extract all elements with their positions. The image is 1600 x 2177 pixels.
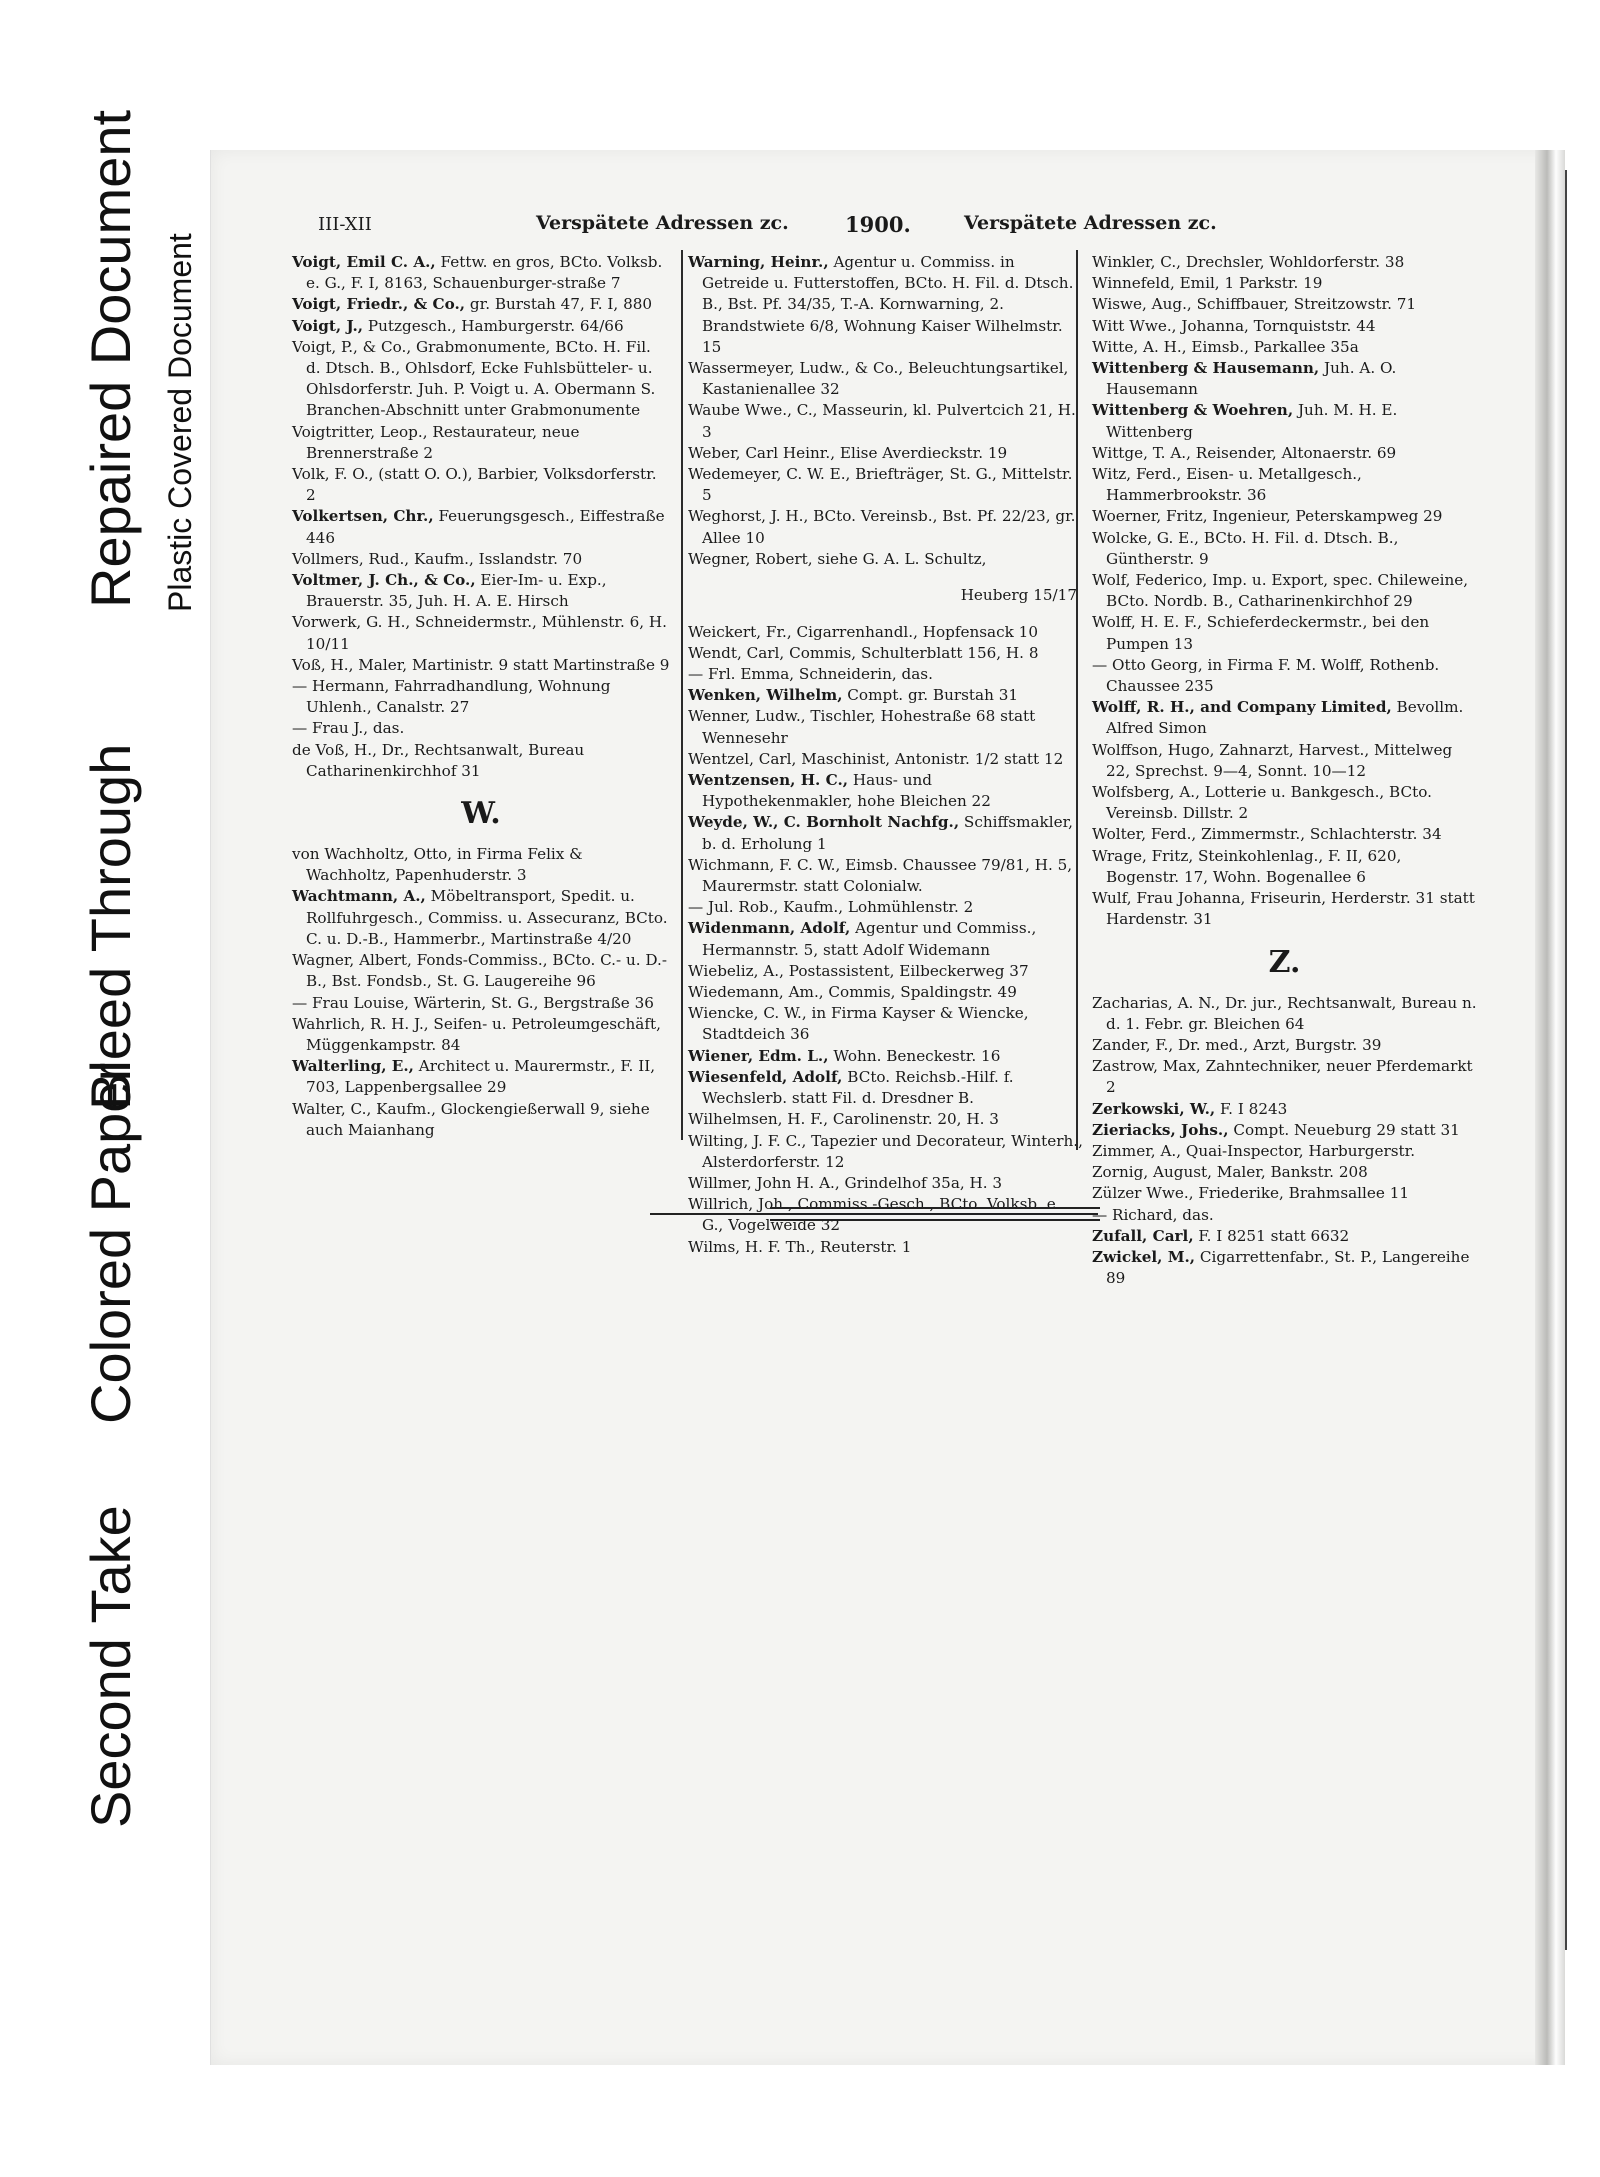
address-entry: Wittenberg & Woehren, Juh. M. H. E. Wittenberg [1092,401,1398,441]
address-entry: Wentzel, Carl, Maschinist, Antonistr. 1/2 statt 12 [688,749,1064,768]
column-divider [1076,250,1078,1150]
address-entry: Wiedemann, Am., Commis, Spaldingstr. 49 [688,983,1017,1002]
address-entry: Wolfsberg, A., Lotterie u. Bankgesch., BCto. Vereinsb. Dillstr. 2 [1092,783,1432,823]
label-colored-paper: Colored Paper [79,1062,142,1424]
address-entry: Widenmann, Adolf, Agentur und Commiss., Hermannstr. 5, statt Adolf Widemann [688,919,1037,959]
page-header [318,212,1240,246]
address-entry: Zülzer Wwe., Friederike, Brahmsallee 11 [1092,1184,1410,1203]
address-column-1 [292,252,670,1141]
address-entry: Witz, Ferd., Eisen- u. Metallgesch., Hammerbrookstr. 36 [1092,465,1362,505]
entry-name: Weyde, W., C. Bornholt Nachfg., [688,813,960,832]
section-letter: W. [461,796,501,832]
address-entry: Voß, H., Maler, Martinistr. 9 statt Martinstraße 9 [292,655,670,674]
side-labels [0,0,200,2177]
address-entry: Wiener, Edm. L., Wohn. Beneckestr. 16 [688,1046,1001,1065]
address-entry: Wiebeliz, A., Postassistent, Eilbeckerweg 37 [688,961,1029,980]
address-entry: Willmer, John H. A., Grindelhof 35a, H. 3 [688,1173,1003,1192]
address-entry: Voigt, P., & Co., Grabmonumente, BCto. H. Fil. d. Dtsch. B., Ohlsdorf, Ecke Fuhlsbütteler- u. Ohlsdorferstr. Juh. P. Voigt u. A. Obermann S. Branchen-Abschnitt unter Grabmonumente [292,337,656,420]
entry-name: Wolff, R. H., and Company Limited, [1092,698,1392,717]
address-entry: — Frau Louise, Wärterin, St. G., Bergstraße 36 [292,993,654,1012]
address-entry: Zornig, August, Maler, Bankstr. 208 [1092,1163,1368,1182]
address-entry: Winkler, C., Drechsler, Wohldorferstr. 38 [1092,253,1405,271]
address-entry: Zerkowski, W., F. I 8243 [1092,1099,1288,1118]
address-entry: Warning, Heinr., Agentur u. Commiss. in Getreide u. Futterstoffen, BCto. H. Fil. d. Dtsch. B., Bst. Pf. 34/35, T.-A. Kornwarning, 2. Brandstwiete 6/8, Wohnung Kaiser Wilhelmstr. 15 [688,253,1074,356]
address-entry: Weghorst, J. H., BCto. Vereinsb., Bst. Pf. 22/23, gr. Allee 10 [688,507,1076,547]
address-entry: — Richard, das. [1092,1205,1214,1224]
address-entry: Vollmers, Rud., Kaufm., Isslandstr. 70 [292,549,583,568]
address-entry: Zieriacks, Johs., Compt. Neueburg 29 statt 31 [1092,1120,1460,1139]
address-entry: von Wachholtz, Otto, in Firma Felix & Wachholtz, Papenhuderstr. 3 [292,845,583,885]
label-plastic-covered-document: Plastic Covered Document [162,233,198,612]
entry-name: Zufall, Carl, [1092,1226,1194,1245]
entry-name: Voltmer, J. Ch., & Co., [292,571,476,590]
address-entry: Volkertsen, Chr., Feuerungsgesch., Eiffestraße 446 [292,507,665,547]
address-entry: — Jul. Rob., Kaufm., Lohmühlenstr. 2 [688,898,974,917]
address-entry: Zander, F., Dr. med., Arzt, Burgstr. 39 [1092,1035,1382,1054]
address-entry: — Otto Georg, in Firma F. M. Wolff, Rothenb. Chaussee 235 [1092,655,1440,696]
address-entry: Wentzensen, H. C., Haus- und Hypothekenmakler, hohe Bleichen 22 [688,771,991,811]
address-entry: Wolcke, G. E., BCto. H. Fil. d. Dtsch. B., Güntherstr. 9 [1092,528,1399,568]
address-entry: Wegner, Robert, siehe G. A. L. Schultz, [688,549,987,568]
address-entry: Vorwerk, G. H., Schneidermstr., Mühlenstr. 6, H. 10/11 [292,613,667,653]
entry-name: Walterling, E., [292,1057,414,1076]
address-entry: Wassermeyer, Ludw., & Co., Beleuchtungsartikel, Kastanienallee 32 [688,359,1069,399]
entry-name: Wachtmann, A., [292,887,426,906]
address-entry: Winnefeld, Emil, 1 Parkstr. 19 [1092,274,1323,293]
address-entry: Walterling, E., Architect u. Maurermstr., F. II, 703, Lappenbergsallee 29 [292,1057,656,1097]
address-entry: Wittenberg & Hausemann, Juh. A. O. Hausemann [1092,359,1397,399]
address-entry: Volk, F. O., (statt O. O.), Barbier, Volksdorferstr. 2 [292,465,657,505]
label-repaired-document: Repaired Document [79,109,142,608]
address-entry: Zastrow, Max, Zahntechniker, neuer Pferdemarkt 2 [1092,1057,1473,1097]
address-entry: Wolter, Ferd., Zimmermstr., Schlachterstr. 34 [1092,825,1442,844]
address-entry: Wenner, Ludw., Tischler, Hohestraße 68 statt Wennesehr [688,707,1036,747]
address-entry: Wittge, T. A., Reisender, Altonaerstr. 69 [1092,443,1397,462]
address-entry: Wahrlich, R. H. J., Seifen- u. Petroleumgeschäft, Müggenkampstr. 84 [292,1014,661,1054]
section-letter: Z. [1268,944,1301,980]
address-entry: Wiswe, Aug., Schiffbauer, Streitzowstr. 71 [1092,295,1417,314]
entry-name: Wittenberg & Woehren, [1092,401,1294,420]
address-entry: Weyde, W., C. Bornholt Nachfg., Schiffsmakler, b. d. Erholung 1 [688,813,1073,853]
entry-name: Voigt, Emil C. A., [292,253,436,271]
entry-name: Volkertsen, Chr., [292,507,434,526]
address-entry: Wachtmann, A., Möbeltransport, Spedit. u. Rollfuhrgesch., Commiss. u. Assecuranz, BCto. C. u. D.-B., Hammerbr., Martinstraße 4/20 [292,887,668,948]
address-entry: Wolf, Federico, Imp. u. Export, spec. Chileweine, BCto. Nordb. B., Catharinenkirchhof 29 [1092,571,1469,611]
address-entry: Wolff, H. E. F., Schieferdeckermstr., bei den Pumpen 13 [1092,613,1430,653]
running-title-right: Verspätete Adressen zc. [964,212,1217,234]
entry-name: Voigt, J., [292,316,364,335]
entry-name: Warning, Heinr., [688,253,829,271]
entry-name: Zieriacks, Johs., [1092,1120,1229,1139]
label-bleed-through: Bleed Through [79,743,142,1110]
address-entry: Wrage, Fritz, Steinkohlenlag., F. II, 620, Bogenstr. 17, Wohn. Bogenallee 6 [1092,846,1402,886]
column-divider [681,250,683,1140]
address-entry: Wilms, H. F. Th., Reuterstr. 1 [688,1237,912,1256]
entry-name: Wiener, Edm. L., [688,1046,829,1065]
running-title-left: Verspätete Adressen zc. [536,212,789,234]
address-entry: Wichmann, F. C. W., Eimsb. Chaussee 79/81, H. 5, Maurermstr. statt Colonialw. [688,855,1073,896]
address-entry: Zimmer, A., Quai-Inspector, Harburgerstr. [1092,1141,1416,1160]
label-second-take: Second Take [79,1505,142,1828]
address-entry: Wilting, J. F. C., Tapezier und Decorateur, Winterh., Alsterdorferstr. 12 [688,1131,1083,1171]
address-column-2 [688,252,1083,1258]
address-entry: Voigt, Friedr., & Co., gr. Burstah 47, F. I, 880 [292,295,653,314]
year: 1900. [845,212,911,237]
address-entry: Voltmer, J. Ch., & Co., Eier-Im- u. Exp., Brauerstr. 35, Juh. H. A. E. Hirsch [292,571,607,611]
end-rule [770,1219,1100,1221]
address-entry: de Voß, H., Dr., Rechtsanwalt, Bureau Catharinenkirchhof 31 [292,740,585,780]
address-entry: Voigt, Emil C. A., Fettw. en gros, BCto. Volksb. e. G., F. I, 8163, Schauenburger-straße 7 [292,253,663,293]
entry-name: Wentzensen, H. C., [688,771,849,790]
address-entry: Wagner, Albert, Fonds-Commiss., BCto. C.- u. D.-B., Bst. Fondsb., St. G. Laugereihe 96 [292,951,668,991]
address-entry: — Hermann, Fahrradhandlung, Wohnung Uhlenh., Canalstr. 27 [292,677,611,717]
entry-name: Wenken, Wilhelm, [688,686,843,705]
entry-name: Zwickel, M., [1092,1247,1196,1266]
address-continuation: Heuberg 15/17 [960,586,1077,605]
address-entry: Weickert, Fr., Cigarrenhandl., Hopfensack 10 [688,622,1038,641]
address-entry: Wendt, Carl, Commis, Schulterblatt 156, H. 8 [688,643,1039,662]
address-entry: Waube Wwe., C., Masseurin, kl. Pulvertcich 21, H. 3 [688,401,1076,441]
address-column-3 [1092,252,1477,1289]
address-entry: Zacharias, A. N., Dr. jur., Rechtsanwalt, Bureau n. d. 1. Febr. gr. Bleichen 64 [1092,993,1477,1033]
address-entry: Voigt, J., Putzgesch., Hamburgerstr. 64/66 [292,316,624,335]
address-entry: — Frl. Emma, Schneiderin, das. [688,665,933,684]
address-entry: Weber, Carl Heinr., Elise Averdieckstr. 19 [688,443,1008,462]
address-entry: Voigtritter, Leop., Restaurateur, neue Brennerstraße 2 [292,422,580,462]
page-fold-edge [1535,150,1565,2065]
address-entry: Walter, C., Kaufm., Glockengießerwall 9, siehe auch Maianhang [292,1099,650,1139]
end-rule [770,1207,1100,1209]
address-entry: Zufall, Carl, F. I 8251 statt 6632 [1092,1226,1350,1245]
address-entry: Wiencke, C. W., in Firma Kayser & Wiencke, Stadtdeich 36 [688,1004,1029,1044]
entry-name: Zerkowski, W., [1092,1099,1216,1118]
address-entry: Wulf, Frau Johanna, Friseurin, Herderstr. 31 statt Hardenstr. 31 [1092,889,1475,929]
address-entry: Woerner, Fritz, Ingenieur, Peterskampweg 29 [1092,507,1443,526]
address-entry: Wilhelmsen, H. F., Carolinenstr. 20, H. 3 [688,1110,999,1129]
address-entry: Wedemeyer, C. W. E., Briefträger, St. G., Mittelstr. 5 [688,465,1073,505]
address-entry: Wenken, Wilhelm, Compt. gr. Burstah 31 [688,686,1019,705]
entry-name: Wiesenfeld, Adolf, [688,1067,843,1086]
end-rule [650,1213,1098,1215]
address-entry: — Frau J., das. [292,719,405,738]
page-reference: III-XII [318,214,372,235]
address-entry: Willrich, Joh., Commiss.-Gesch., BCto. Volksb. e. G., Vogelweide 32 [688,1195,1061,1235]
address-entry: Wiesenfeld, Adolf, BCto. Reichsb.-Hilf. f. Wechslerb. statt Fil. d. Dresdner B. [688,1067,1014,1108]
address-entry: Zwickel, M., Cigarrettenfabr., St. P., Langereihe 89 [1092,1247,1470,1288]
entry-name: Widenmann, Adolf, [688,919,851,938]
address-entry: Wolffson, Hugo, Zahnarzt, Harvest., Mittelweg 22, Sprechst. 9—4, Sonnt. 10—12 [1092,740,1453,780]
next-page-strip [1565,170,1600,1950]
address-entry: Wolff, R. H., and Company Limited, Bevollm. Alfred Simon [1092,698,1464,738]
address-entry: Witt Wwe., Johanna, Tornquiststr. 44 [1092,316,1376,335]
entry-name: Voigt, Friedr., & Co., [292,295,466,314]
entry-name: Wittenberg & Hausemann, [1092,359,1320,378]
address-entry: Witte, A. H., Eimsb., Parkallee 35a [1092,337,1359,356]
